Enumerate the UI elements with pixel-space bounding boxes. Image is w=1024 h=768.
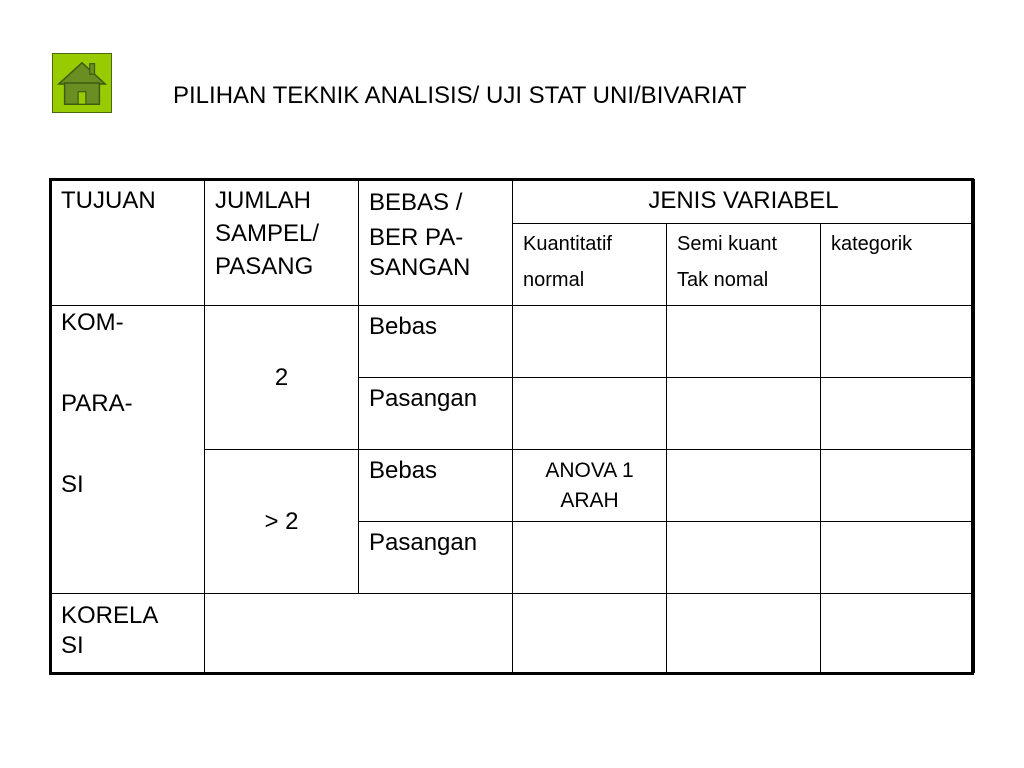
cell-more-pasangan-kategorik (821, 522, 975, 594)
subheader-kuantitatif-line-2: normal (523, 269, 585, 291)
row-komparasi (51, 306, 205, 594)
header-bebas-line-2: BER PA- (369, 224, 464, 251)
header-jumlah-line-3: PASANG (215, 253, 314, 280)
subheader-kategorik-line-1: kategorik (831, 233, 913, 255)
cell-bebas-2 (359, 306, 513, 378)
cell-bebas-more (359, 450, 513, 522)
komparasi-line-3: SI (61, 471, 84, 498)
cell-pasangan-2 (359, 378, 513, 450)
cell-2-pasangan-semi (667, 378, 821, 450)
subheader-kuantitatif-line-1: Kuantitatif (523, 233, 612, 255)
group-more-samples (205, 450, 359, 594)
anova-line-2: ARAH (560, 489, 619, 512)
anova-line-1: ANOVA 1 (545, 459, 634, 482)
komparasi-line-1: KOM- (61, 309, 124, 336)
cell-2-bebas-kategorik (821, 306, 975, 378)
subheader-kategorik (821, 224, 975, 306)
row-korelasi (51, 594, 205, 673)
home-button[interactable] (52, 53, 112, 113)
header-jumlah-line-1: JUMLAH (215, 187, 312, 214)
page-title: PILIHAN TEKNIK ANALISIS/ UJI STAT UNI/BIVARIAT (173, 82, 747, 109)
cell-2-pasangan-kategorik (821, 378, 975, 450)
header-jenis-variabel (513, 180, 975, 224)
group-two-samples (205, 306, 359, 450)
home-icon (53, 54, 111, 112)
korelasi-line-1: KORELA (61, 602, 159, 629)
pasangan-more-label: Pasangan (369, 529, 478, 556)
cell-2-bebas-kuantitatif (513, 306, 667, 378)
komparasi-line-2: PARA- (61, 390, 133, 417)
header-tujuan-label: TUJUAN (61, 187, 156, 214)
subheader-kuantitatif-normal (513, 224, 667, 306)
cell-more-bebas-kategorik (821, 450, 975, 522)
cell-korelasi-sampel (205, 594, 513, 673)
bebas-2-label: Bebas (369, 313, 438, 340)
cell-2-bebas-semi (667, 306, 821, 378)
cell-more-pasangan-semi (667, 522, 821, 594)
header-bebas-line-1: BEBAS / (369, 189, 463, 216)
header-bebas-line-3: SANGAN (369, 254, 471, 281)
cell-2-pasangan-kuantitatif (513, 378, 667, 450)
cell-pasangan-more (359, 522, 513, 594)
group-two-label: 2 (274, 364, 289, 391)
korelasi-line-2: SI (61, 632, 84, 659)
header-jumlah-sampel (205, 180, 359, 306)
analysis-table (50, 179, 975, 673)
subheader-semi-kuant-line-1: Semi kuant (677, 233, 778, 255)
cell-more-bebas-semi (667, 450, 821, 522)
pasangan-2-label: Pasangan (369, 385, 478, 412)
cell-korelasi-kategorik (821, 594, 975, 673)
subheader-semi-kuant-line-2: Tak nomal (677, 269, 769, 291)
cell-more-pasangan-kuantitatif (513, 522, 667, 594)
subheader-semi-kuant (667, 224, 821, 306)
group-more-label: > 2 (264, 508, 299, 535)
header-jumlah-line-2: SAMPEL/ (215, 220, 320, 247)
cell-korelasi-kuantitatif (513, 594, 667, 673)
cell-anova (513, 450, 667, 522)
header-tujuan (51, 180, 205, 306)
bebas-more-label: Bebas (369, 457, 438, 484)
header-jenis-variabel-label: JENIS VARIABEL (648, 187, 839, 214)
header-bebas-berpasangan (359, 180, 513, 306)
cell-korelasi-semi (667, 594, 821, 673)
